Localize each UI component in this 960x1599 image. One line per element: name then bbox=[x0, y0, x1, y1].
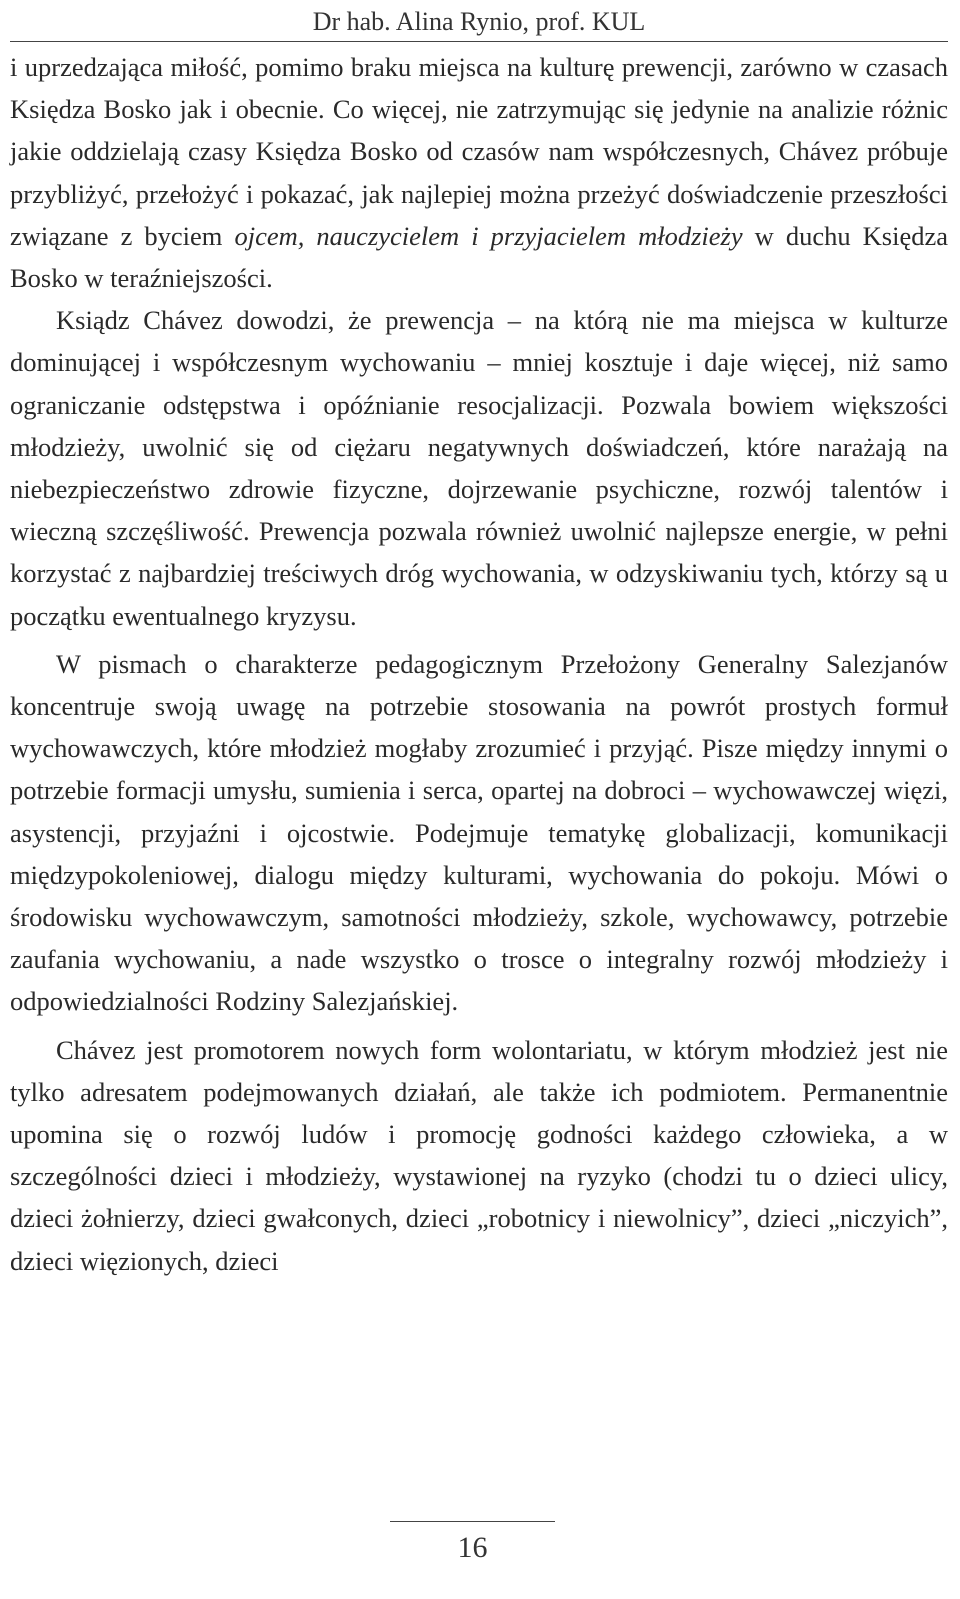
paragraph-1-italic: ojcem, nauczycielem i przyjacielem młodzieży bbox=[234, 220, 743, 251]
running-header: Dr hab. Alina Rynio, prof. KUL bbox=[312, 7, 646, 36]
footer-rule bbox=[390, 1521, 555, 1522]
paragraph-3: W pismach o charakterze pedagogicznym Przełożony Generalny Salezjanów koncentruje swoją uwagę na potrzebie stosowania na powrót prostych formuł wychowawczych, które młodzież mogłaby zrozumieć i przyjąć. Pisze między innymi o potrzebie formacji umysłu, sumienia i serca, opartej na dobroci – wychowawczej więzi, asystencji, przyjaźni i ojcostwie. Podejmuje tematykę globalizacji, komunikacji międzypokoleniowej, dialogu między kulturami, wychowania do pokoju. Mówi o środowisku wychowawczym, samotności młodzieży, szkole, wychowawcy, potrzebie zaufania wychowaniu, a nade wszystko o trosce o integralny rozwój młodzieży i odpowiedzialności Rodziny Salezjańskiej. bbox=[10, 648, 948, 1017]
paragraph-1-text: i uprzedzająca miłość, pomimo braku miejsca na kulturę prewencji, zarówno w czasach Księdza Bosko jak i obecnie. Co więcej, nie zatrzymując się jedynie na analizie różnic jakie oddzielają czasy Księdza Bosko od czasów nam współczesnych, Chávez próbuje przybliżyć, przełożyć i pokazać, jak najlepiej można przeżyć doświadczenie przeszłości związane z byciem bbox=[10, 52, 948, 251]
paragraph-1 bbox=[10, 46, 948, 299]
body-text bbox=[10, 46, 948, 1282]
paragraph-2: Ksiądz Chávez dowodzi, że prewencja – na którą nie ma miejsca w kulturze dominującej i współczesnym wychowaniu – mniej kosztuje i daje więcej, niż samo ograniczanie odstępstwa i opóźnianie resocjalizacji. Pozwala bowiem większości młodzieży, uwolnić się od ciężaru negatywnych doświadczeń, które narażają na niebezpieczeństwo zdrowie fizyczne, dojrzewanie psychiczne, rozwój talentów i wieczną szczęśliwość. Prewencja pozwala również uwolnić najlepsze energie, w pełni korzystać z najbardziej treściwych dróg wychowania, w odzyskiwaniu tych, którzy są u początku ewentualnego kryzysu. bbox=[10, 305, 948, 631]
paragraph-1-text-end: w duchu Księdza Bosko w teraźniejszości. bbox=[10, 220, 948, 294]
page-number: 16 bbox=[457, 1531, 488, 1564]
header-rule bbox=[10, 41, 948, 42]
paragraph-4: Chávez jest promotorem nowych form wolontariatu, w którym młodzież jest nie tylko adresatem podejmowanych działań, ale także ich podmiotem. Permanentnie upomina się o rozwój ludów i promocję godności każdego człowieka, a w szczególności dzieci i młodzieży, wystawionej na ryzyko (chodzi tu o dzieci ulicy, dzieci żołnierzy, dzieci gwałconych, dzieci „robotnicy i niewolnicy”, dzieci „niczyich”, dzieci więzionych, dzieci bbox=[10, 1034, 948, 1276]
